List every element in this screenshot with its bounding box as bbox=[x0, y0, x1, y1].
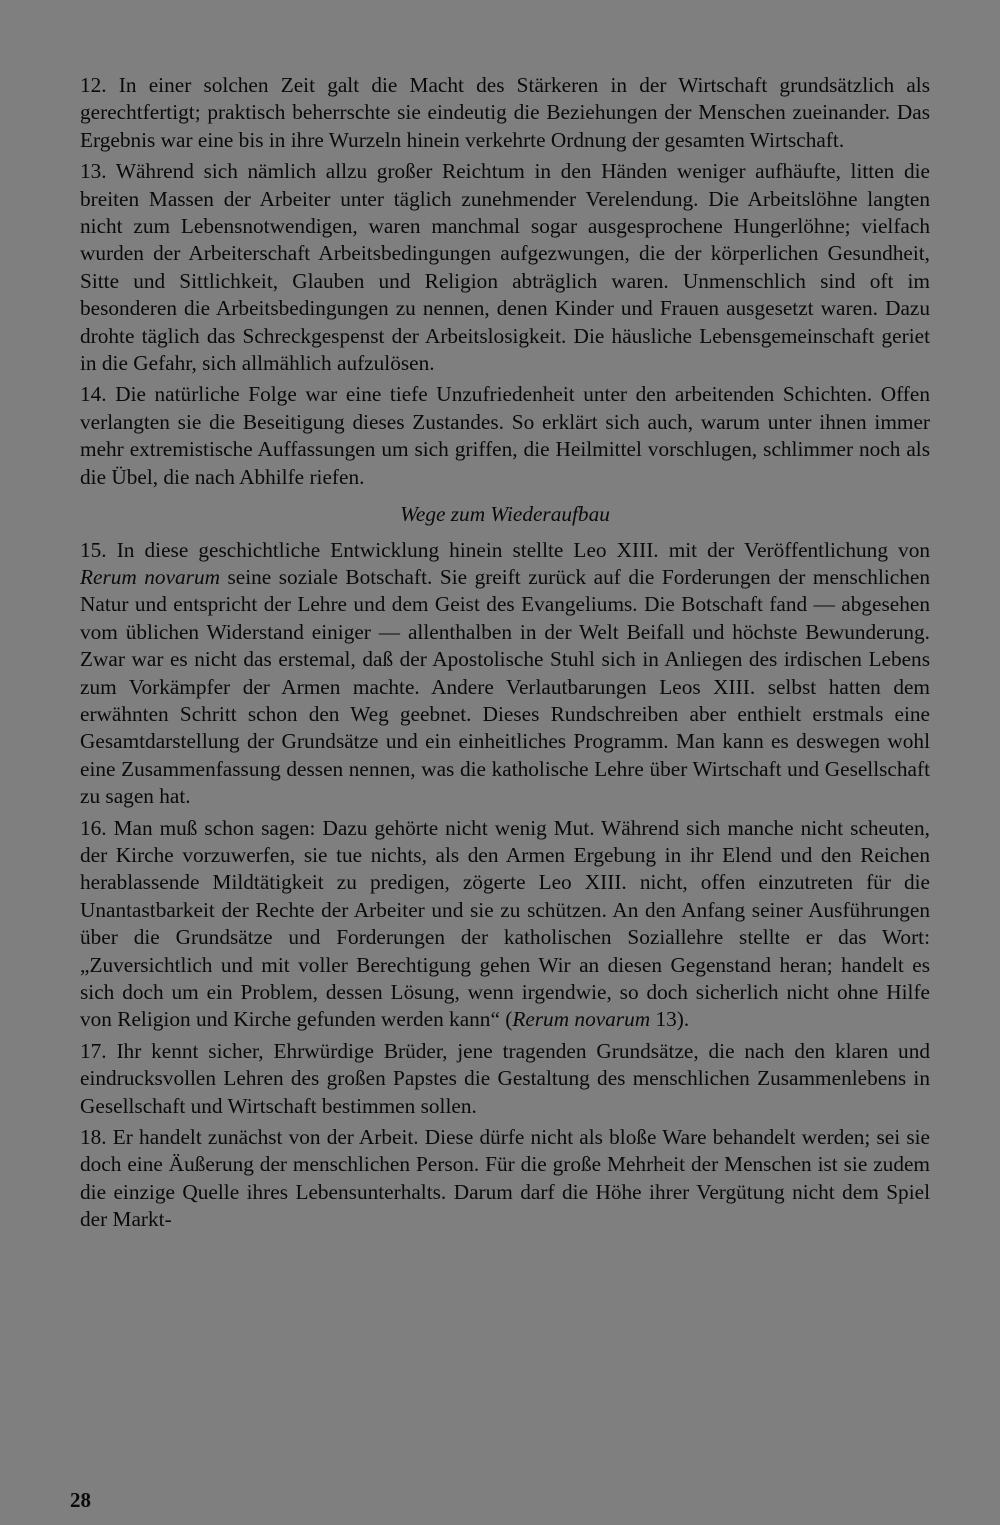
page-number: 28 bbox=[70, 1488, 91, 1512]
paragraph-14: 14. Die natürliche Folge war eine tiefe Unzufriedenheit unter den arbeitenden Schichten. Offen verlangten sie die Beseitigung dieses Zustandes. So erklärt sich auch, warum unter ihnen immer mehr extremistische Auffassungen um sich griffen, die Heilmittel vorschlugen, schlimmer noch als die Übel, die nach Abhilfe riefen. bbox=[80, 382, 930, 489]
paragraph-15 bbox=[80, 537, 930, 811]
paragraph-16 bbox=[80, 815, 930, 1034]
page-body bbox=[80, 72, 930, 1234]
paragraph-12: 12. In einer solchen Zeit galt die Macht des Stärkeren in der Wirtschaft grundsätzlich als gerechtfertigt; praktisch beherrschte sie eindeutig die Beziehungen der Menschen zueinander. Das Ergebnis war eine bis in ihre Wurzeln hinein verkehrte Ordnung der gesamten Wirtschaft. bbox=[80, 73, 930, 152]
paragraph-16-text-before: 16. Man muß schon sagen: Dazu gehörte nicht wenig Mut. Während sich manche nicht scheuten, der Kirche vorzuwerfen, sie tue nichts, als den Armen Ergebung in ihr Elend und den Reichen herablassende Mildtätigkeit zu predigen, zögerte Leo XIII. nicht, offen einzutreten für die Unantastbarkeit der Rechte der Arbeiter und sie zu schützen. An den Anfang seiner Ausführungen über die Grundsätze und Forderungen der katholischen Soziallehre stellte er das Wort: „Zuversichtlich und mit voller Berechtigung gehen Wir an diesen Gegenstand heran; handelt es sich doch um ein Problem, dessen Lösung, wenn irgendwie, so doch sicherlich nicht ohne Hilfe von Religion und Kirche gefunden werden kann“ ( bbox=[80, 815, 930, 1032]
paragraph-15-italic-title: Rerum novarum bbox=[80, 564, 220, 589]
section-heading: Wege zum Wiederaufbau bbox=[400, 502, 610, 527]
paragraph-17: 17. Ihr kennt sicher, Ehrwürdige Brüder, jene tragenden Grundsätze, die nach den klaren und eindrucksvollen Lehren des großen Papstes die Gestaltung des menschlichen Zusammenlebens in Gesellschaft und Wirtschaft bestimmen sollen. bbox=[80, 1038, 930, 1118]
paragraph-18: 18. Er handelt zunächst von der Arbeit. Diese dürfe nicht als bloße Ware behandelt werden; sei sie doch eine Äußerung der menschlichen Person. Für die große Mehrheit der Menschen ist sie zudem die einzige Quelle ihres Lebensunterhalts. Darum darf die Höhe ihrer Vergütung nicht dem Spiel der Markt- bbox=[80, 1125, 930, 1232]
paragraph-16-text-after: 13). bbox=[650, 1007, 690, 1032]
paragraph-16-italic-title: Rerum novarum bbox=[512, 1007, 651, 1032]
paragraph-15-text-before: 15. In diese geschichtliche Entwicklung hinein stellte Leo XIII. mit der Veröffentlichung von bbox=[80, 537, 930, 562]
paragraph-15-text-after: seine soziale Botschaft. Sie greift zurück auf die Forderungen der menschlichen Natur und entspricht der Lehre und dem Geist des Evangeliums. Die Botschaft fand — abgesehen vom üblichen Widerstand einiger — allenthalben in der Welt Beifall und höchste Bewunderung. Zwar war es nicht das erstemal, daß der Apostolische Stuhl sich in Anliegen des irdischen Lebens zum Vorkämpfer der Armen machte. Andere Verlautbarungen Leos XIII. selbst hatten dem erwähnten Schritt schon den Weg geebnet. Dieses Rundschreiben aber enthielt erstmals eine Gesamtdarstellung der Grundsätze und ein einheitliches Programm. Man kann es deswegen wohl eine Zusammenfassung dessen nennen, was die katholische Lehre über Wirtschaft und Gesellschaft zu sagen hat. bbox=[80, 564, 930, 809]
paragraph-13: 13. Während sich nämlich allzu großer Reichtum in den Händen weniger aufhäufte, litten die breiten Massen der Arbeiter unter täglich zunehmender Verelendung. Die Arbeitslöhne langten nicht zum Lebensnotwendigen, waren manchmal sogar ausgesprochene Hungerlöhne; vielfach wurden der Arbeiterschaft Arbeitsbedingungen aufgezwungen, die der körperlichen Gesundheit, Sitte und Sittlichkeit, Glauben und Religion abträglich waren. Unmenschlich sind oft im besonderen die Arbeitsbedingungen zu nennen, denen Kinder und Frauen ausgesetzt waren. Dazu drohte täglich das Schreckgespenst der Arbeitslosigkeit. Die häusliche Lebensgemeinschaft geriet in die Gefahr, sich allmählich aufzulösen. bbox=[80, 159, 930, 376]
